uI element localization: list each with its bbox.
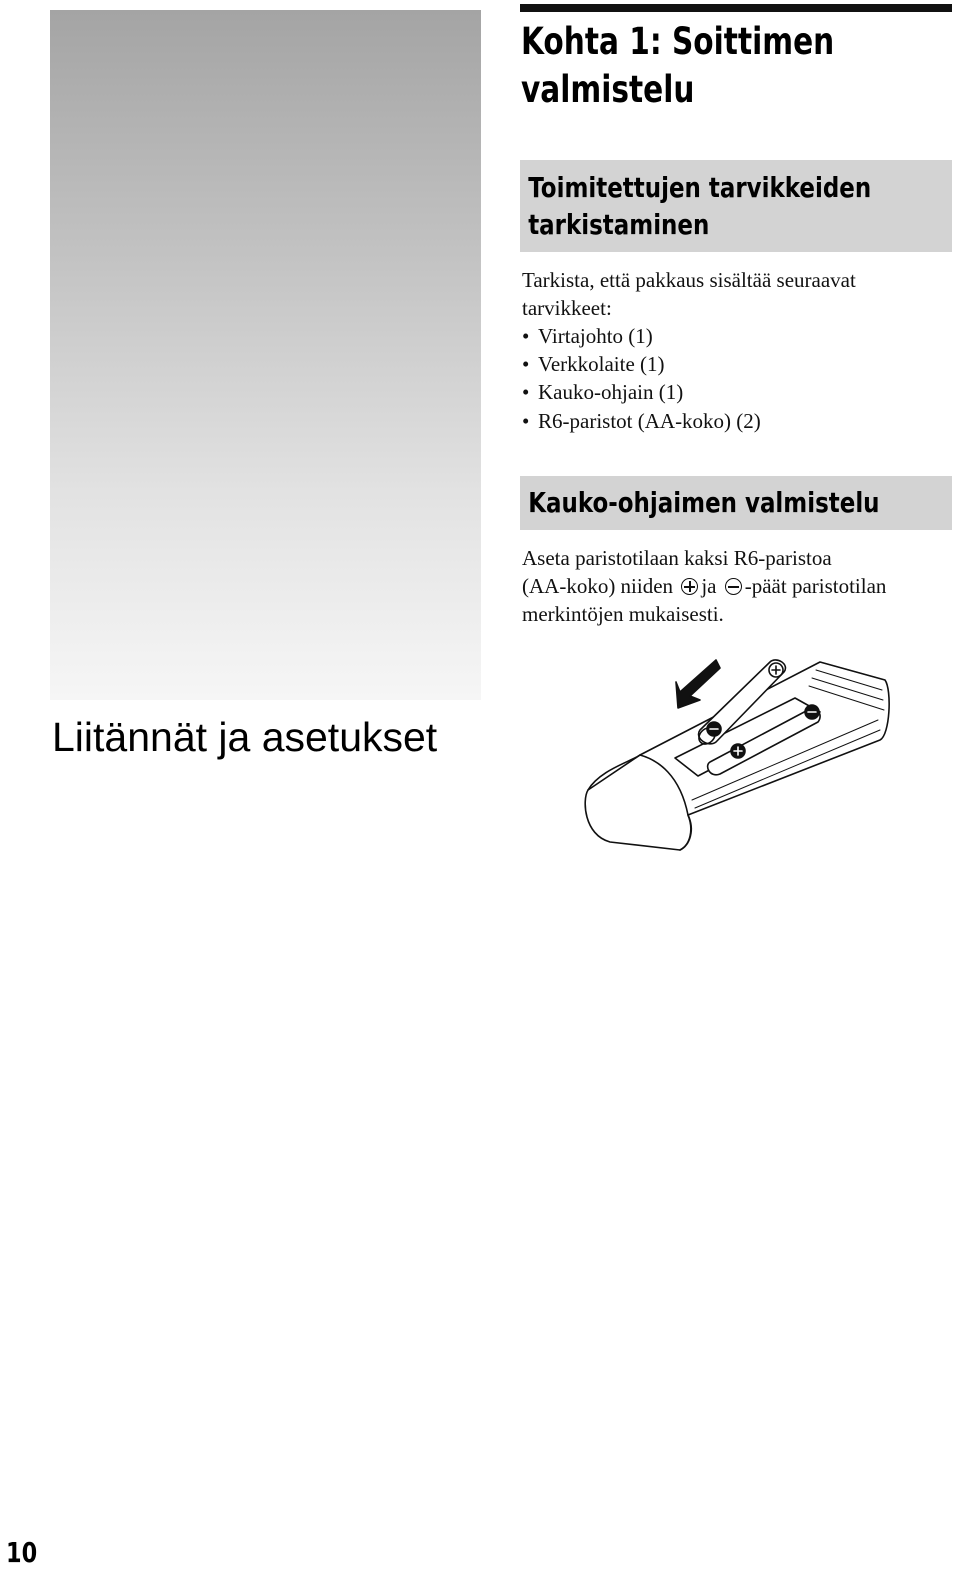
section-tab-title: Liitännät ja asetukset bbox=[52, 714, 438, 760]
heading-line2: tarkistaminen bbox=[528, 208, 710, 241]
page-number: 10 bbox=[6, 1536, 38, 1569]
section-heading-bar bbox=[520, 160, 952, 252]
instruction-paragraph bbox=[522, 544, 960, 629]
instruction-line2c: -päät paristotilan bbox=[744, 574, 887, 599]
intro-paragraph bbox=[522, 266, 960, 322]
instruction-line3: merkintöjen mukaisesti. bbox=[522, 602, 724, 627]
minus-circle-icon bbox=[725, 578, 742, 595]
section-heading-accessories bbox=[520, 160, 946, 243]
plus-circle-icon bbox=[681, 578, 698, 595]
instruction-line1: Aseta paristotilaan kaksi R6-paristoa bbox=[522, 546, 832, 570]
chapter-title bbox=[521, 18, 937, 114]
list-item: • Virtajohto (1) bbox=[522, 322, 761, 350]
heading-line1: Toimitettujen tarvikkeiden bbox=[528, 171, 872, 204]
chapter-title-line1: Kohta 1: Soittimen bbox=[521, 20, 835, 63]
accessory-list bbox=[522, 322, 761, 435]
section-heading-bar bbox=[520, 476, 952, 530]
instruction-line2a: (AA-koko) niiden bbox=[522, 574, 674, 599]
instruction-line2b: ja bbox=[701, 574, 717, 599]
section-heading-remote: Kauko-ohjaimen valmistelu bbox=[528, 486, 880, 519]
header-rule bbox=[520, 4, 952, 12]
intro-line1: Tarkista, että pakkaus sisältää seuraavat bbox=[522, 268, 856, 292]
chapter-title-line2: valmistelu bbox=[521, 68, 695, 111]
section-tab-panel bbox=[50, 10, 481, 700]
remote-battery-illustration bbox=[580, 650, 900, 860]
intro-line2: tarvikkeet: bbox=[522, 296, 612, 321]
list-item: • R6-paristot (AA-koko) (2) bbox=[522, 407, 761, 435]
list-item: • Kauko-ohjain (1) bbox=[522, 378, 761, 406]
list-item: • Verkkolaite (1) bbox=[522, 350, 761, 378]
